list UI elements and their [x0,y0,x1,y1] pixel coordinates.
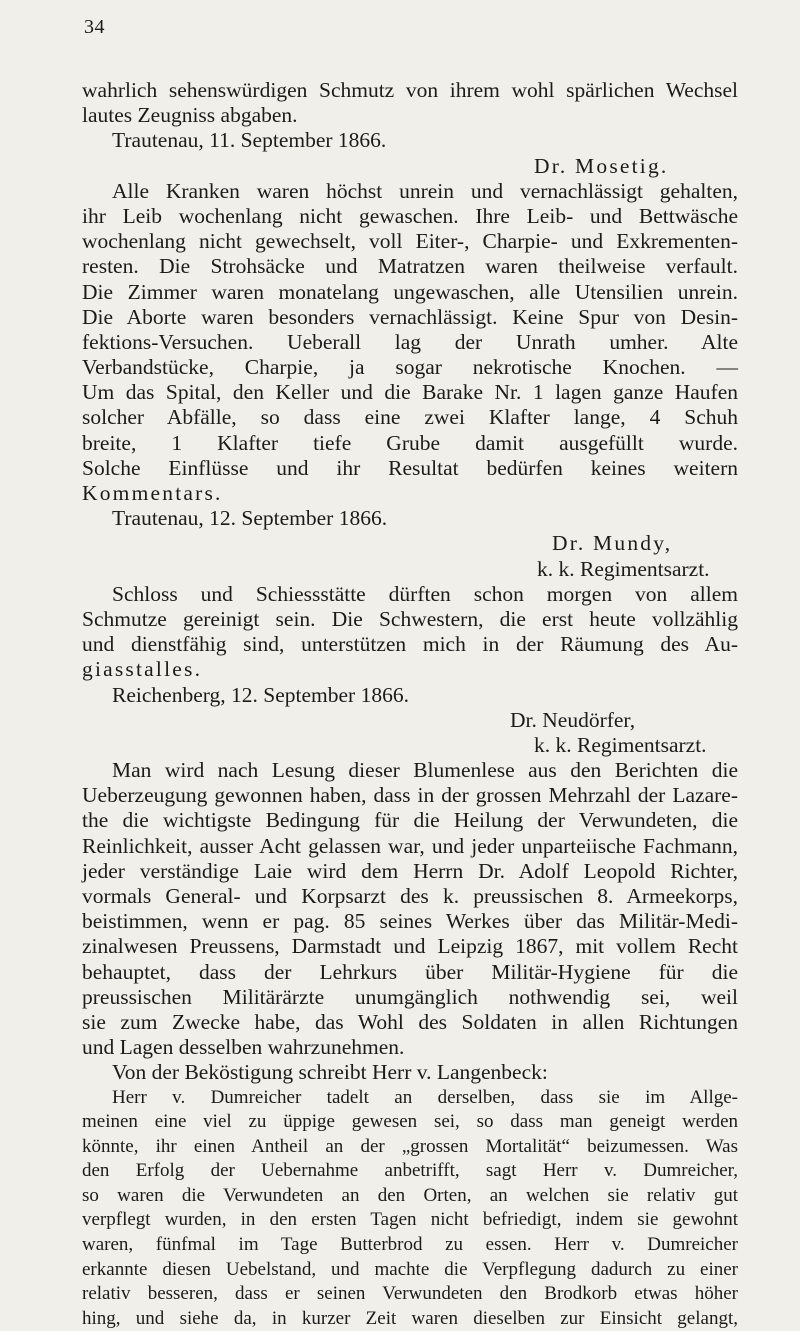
quotation-block [82,1086,738,1331]
text-line: wochenlang nicht gewechselt, voll Eiter-, Charpie- und Exkrementen- [82,229,738,254]
quote-line: den Erfolg der Uebernahme anbetrifft, sagt Herr v. Dumreicher, [82,1159,738,1184]
text-line: behauptet, dass der Lehrkurs über Militär-Hygiene für die [82,960,738,985]
page-number: 34 [84,16,105,39]
text-line: jeder verständige Laie wird dem Herrn Dr. Adolf Leopold Richter, [82,859,738,884]
text-line: giasstalles. [82,657,738,682]
text-line: Solche Einflüsse und ihr Resultat bedürfen keines weitern [82,456,738,481]
dateline: Reichenberg, 12. September 1866. [82,683,738,708]
dateline: Trautenau, 12. September 1866. [82,506,738,531]
signature: Dr. Neudörfer, [82,708,738,733]
text-line: Die Aborte waren besonders vernachlässigt. Keine Spur von Desin- [82,305,738,330]
text-line: Die Zimmer waren monatelang ungewaschen, alle Utensilien unrein. [82,280,738,305]
text-line: vormals General- und Korpsarzt des k. preussischen 8. Armeekorps, [82,884,738,909]
text-line: solcher Abfälle, so dass eine zwei Klafter lange, 4 Schuh [82,405,738,430]
text-line: Um das Spital, den Keller und die Barake Nr. 1 lagen ganze Haufen [82,380,738,405]
text-line: Schloss und Schiessstätte dürften schon morgen von allem [82,582,738,607]
text-line: zinalwesen Preussens, Darmstadt und Leipzig 1867, mit vollem Recht [82,934,738,959]
text-line: ihr Leib wochenlang nicht gewaschen. Ihre Leib- und Bettwäsche [82,204,738,229]
signature-title: k. k. Regimentsarzt. [82,733,738,758]
dateline: Trautenau, 11. September 1866. [82,128,738,153]
quote-line: Herr v. Dumreicher tadelt an derselben, dass sie im Allge- [82,1086,738,1111]
quote-line: erkannte diesen Uebelstand, und machte die Verpflegung dadurch zu einer [82,1258,738,1283]
text-line: Von der Beköstigung schreibt Herr v. Langenbeck: [82,1060,738,1085]
text-line: the die wichtigste Bedingung für die Heilung der Verwundeten, die [82,808,738,833]
text-line: und Lagen desselben wahrzunehmen. [82,1035,738,1060]
quote-line: waren, fünfmal im Tage Butterbrod zu essen. Herr v. Dumreicher [82,1233,738,1258]
signature: Dr. Mundy, [82,531,738,556]
signature: Dr. Mosetig. [82,154,738,179]
text-line: sie zum Zwecke habe, das Wohl des Soldaten in allen Richtungen [82,1010,738,1035]
quote-line: so waren die Verwundeten an den Orten, an welchen sie relativ gut [82,1184,738,1209]
text-line: preussischen Militärärzte unumgänglich nothwendig sei, weil [82,985,738,1010]
body-text [82,78,738,1331]
text-line: beistimmen, wenn er pag. 85 seines Werkes über das Militär-Medi- [82,909,738,934]
text-line: fektions-Versuchen. Ueberall lag der Unrath umher. Alte [82,330,738,355]
text-line: und dienstfähig sind, unterstützen mich in der Räumung des Au- [82,632,738,657]
quote-line: könnte, ihr einen Antheil an der „grossen Mortalität“ beizumessen. Was [82,1135,738,1160]
quote-line: verpflegt wurden, in den ersten Tagen nicht befriedigt, indem sie gewohnt [82,1208,738,1233]
quote-line: relativ besseren, dass er seinen Verwundeten den Brodkorb etwas höher [82,1282,738,1307]
text-line: Man wird nach Lesung dieser Blumenlese aus den Berichten die [82,758,738,783]
text-line: Reinlichkeit, ausser Acht gelassen war, und jeder unparteiische Fachmann, [82,834,738,859]
text-line: lautes Zeugniss abgaben. [82,103,738,128]
text-line: breite, 1 Klafter tiefe Grube damit ausgefüllt wurde. [82,431,738,456]
text-line: resten. Die Strohsäcke und Matratzen waren theilweise verfault. [82,254,738,279]
quote-line: hing, und siehe da, in kurzer Zeit waren dieselben zur Einsicht gelangt, [82,1307,738,1331]
text-line: Verbandstücke, Charpie, ja sogar nekrotische Knochen. — [82,355,738,380]
text-line: Kommentars. [82,481,738,506]
text-line: Schmutze gereinigt sein. Die Schwestern, die erst heute vollzählig [82,607,738,632]
signature-title: k. k. Regimentsarzt. [82,557,738,582]
text-line: wahrlich sehenswürdigen Schmutz von ihrem wohl spärlichen Wechsel [82,78,738,103]
text-line: Ueberzeugung gewonnen haben, dass in der grossen Mehrzahl der Lazare- [82,783,738,808]
text-line: Alle Kranken waren höchst unrein und vernachlässigt gehalten, [82,179,738,204]
quote-line: meinen eine viel zu üppige gewesen sei, so dass man geneigt werden [82,1110,738,1135]
